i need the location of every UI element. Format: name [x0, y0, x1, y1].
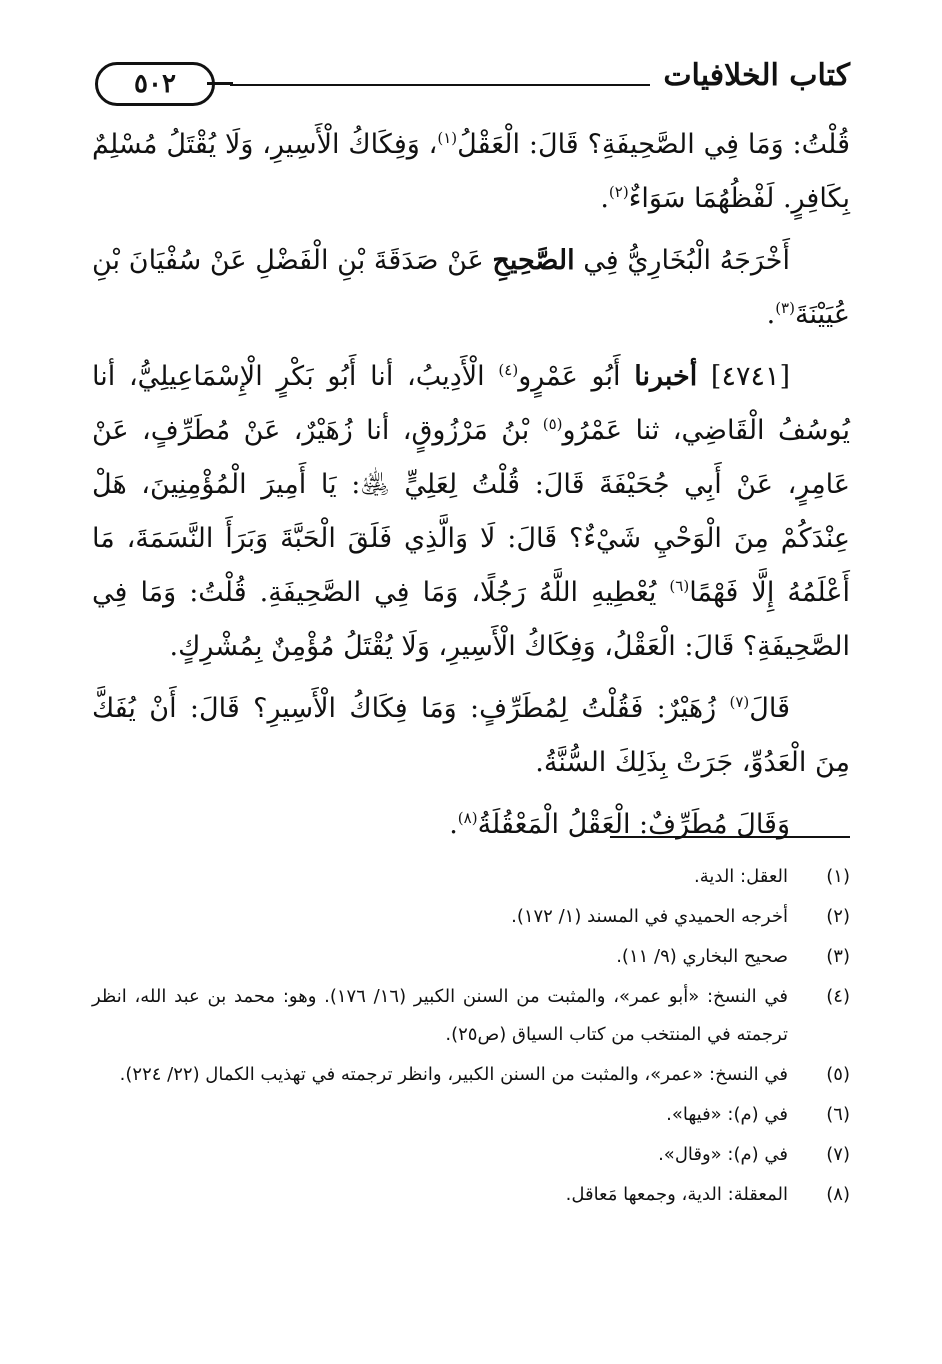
page-number: ٥٠٢: [95, 62, 215, 106]
footnote-text: في (م): «فيها».: [666, 1104, 788, 1125]
hadith-number: [٤٧٤١]: [710, 361, 791, 392]
footnote-number: (٢): [826, 906, 850, 927]
footnote-number: (١): [826, 866, 850, 887]
footnote-item: [92, 1056, 850, 1094]
footnote-ref-7: (٧): [729, 693, 750, 711]
text-run: ، وَفِكَاكُ الْأَسِيرِ، وَلَا يُقْتَلُ مُسْلِمٌ بِكَافِرٍ. لَفْظُهُمَا سَوَاءٌ: [92, 129, 850, 214]
page-header: [95, 52, 850, 112]
footnote-item: [92, 1176, 850, 1214]
footnote-text: في النسخ: «أبو عمر»، والمثبت من السنن الكبير (١٦/ ١٧٦). وهو: محمد بن عبد الله، انظر ترجمته في المنتخب من كتاب السياق (ص٢٥).: [92, 986, 788, 1045]
footnote-ref-1: (١): [437, 129, 458, 147]
footnote-text: أخرجه الحميدي في المسند (١/ ١٧٢).: [511, 906, 788, 927]
footnote-number: (٨): [826, 1184, 850, 1205]
text-run: أَخْرَجَهُ الْبُخَارِيُّ فِي: [583, 245, 790, 276]
akhbarana-word: أخبرنا: [634, 361, 698, 392]
footnote-number: (٤): [826, 986, 850, 1007]
footnote-number: (٧): [826, 1144, 850, 1165]
text-run: قُلْتُ: وَمَا فِي الصَّحِيفَةِ؟ قَالَ: الْعَقْلُ: [457, 129, 850, 160]
footnotes: [92, 858, 850, 1216]
footnote-item: [92, 1136, 850, 1174]
footnote-ref-8: (٨): [457, 809, 478, 827]
footnote-ref-2: (٢): [608, 183, 629, 201]
paragraph-2: [92, 234, 850, 342]
footnote-text: في (م): «وقال».: [658, 1144, 788, 1165]
text-run: الْأَدِيبُ، أنا أَبُو بَكْرٍ الْإِسْمَاعِيلِيُّ، أنا يُوسُفُ الْقَاضِي، ثنا عَمْرُو: [92, 361, 850, 446]
paragraph-1: [92, 118, 850, 226]
paragraph-5: [92, 798, 850, 852]
footnote-ref-6: (٦): [669, 577, 690, 595]
main-text: [92, 118, 850, 860]
text-run: أَبُو عَمْرٍو: [518, 361, 621, 392]
header-rule: [230, 84, 650, 86]
footnote-separator: [610, 836, 850, 838]
footnote-number: (٦): [826, 1104, 850, 1125]
footnote-ref-3: (٣): [775, 299, 795, 317]
footnote-text: صحيح البخاري (٩/ ١١).: [616, 946, 788, 967]
footnote-item: [92, 1096, 850, 1134]
source-title: الصَّحِيحِ: [492, 245, 575, 276]
footnote-item: [92, 978, 850, 1054]
text-run: يُعْطِيهِ اللَّهُ رَجُلًا، وَمَا فِي الصَّحِيفَةِ. قُلْتُ: وَمَا فِي الصَّحِيفَةِ؟ قَالَ: الْعَقْلُ، وَفِكَاكُ الْأَسِيرِ، وَلَا يُقْتَلُ مُؤْمِنٌ بِمُشْرِكٍ.: [92, 577, 850, 662]
paragraph-4: [92, 682, 850, 790]
footnote-number: (٣): [826, 946, 850, 967]
footnote-ref-5: (٥): [542, 415, 563, 433]
footnote-number: (٥): [826, 1064, 850, 1085]
book-title: كتاب الخلافيات: [663, 58, 850, 93]
footnote-text: العقل: الدية.: [693, 866, 788, 887]
paragraph-3: [92, 350, 850, 674]
text-run: عَنْ صَدَقَةَ بْنِ الْفَضْلِ عَنْ سُفْيَانَ بْنِ عُيَيْنَةَ: [92, 245, 850, 330]
footnote-text: في النسخ: «عمر»، والمثبت من السنن الكبير، وانظر ترجمته في تهذيب الكمال (٢٢/ ٢٢٤).: [119, 1064, 788, 1085]
footnote-text: المعقلة: الدية، وجمعها مَعاقل.: [565, 1184, 788, 1205]
text-run: .: [766, 299, 776, 330]
text-run: بْنُ مَرْزُوقٍ، أنا زُهَيْرٌ، عَنْ مُطَرِّفٍ، عَنْ عَامِرٍ، عَنْ أَبِي جُحَيْفَةَ قَالَ: قُلْتُ لِعَلِيٍّ ﵁: يَا أَمِيرَ الْمُؤْمِنِينَ، هَلْ عِنْدَكُمْ مِنَ الْوَحْيِ شَيْءٌ؟ قَالَ: لَا وَالَّذِي فَلَقَ الْحَبَّةَ وَبَرَأَ النَّسَمَةَ، مَا أَعْلَمُهُ إِلَّا فَهْمًا: [92, 415, 850, 608]
text-run: .: [449, 809, 458, 840]
footnote-item: [92, 938, 850, 976]
footnote-item: [92, 858, 850, 896]
footnote-item: [92, 898, 850, 936]
text-run: .: [600, 183, 609, 214]
text-run: وَقَالَ مُطَرِّفٌ: الْعَقْلُ الْمَعْقُلَةُ: [477, 809, 790, 840]
text-run: زُهَيْرٌ: فَقُلْتُ لِمُطَرِّفٍ: وَمَا فِكَاكُ الْأَسِيرِ؟ قَالَ: أَنْ يُفَكَّ مِنَ الْعَدُوِّ، جَرَتْ بِذَلِكَ السُّنَّةُ.: [92, 693, 850, 778]
text-run: قَالَ: [749, 693, 790, 724]
footnote-ref-4: (٤): [498, 361, 519, 379]
